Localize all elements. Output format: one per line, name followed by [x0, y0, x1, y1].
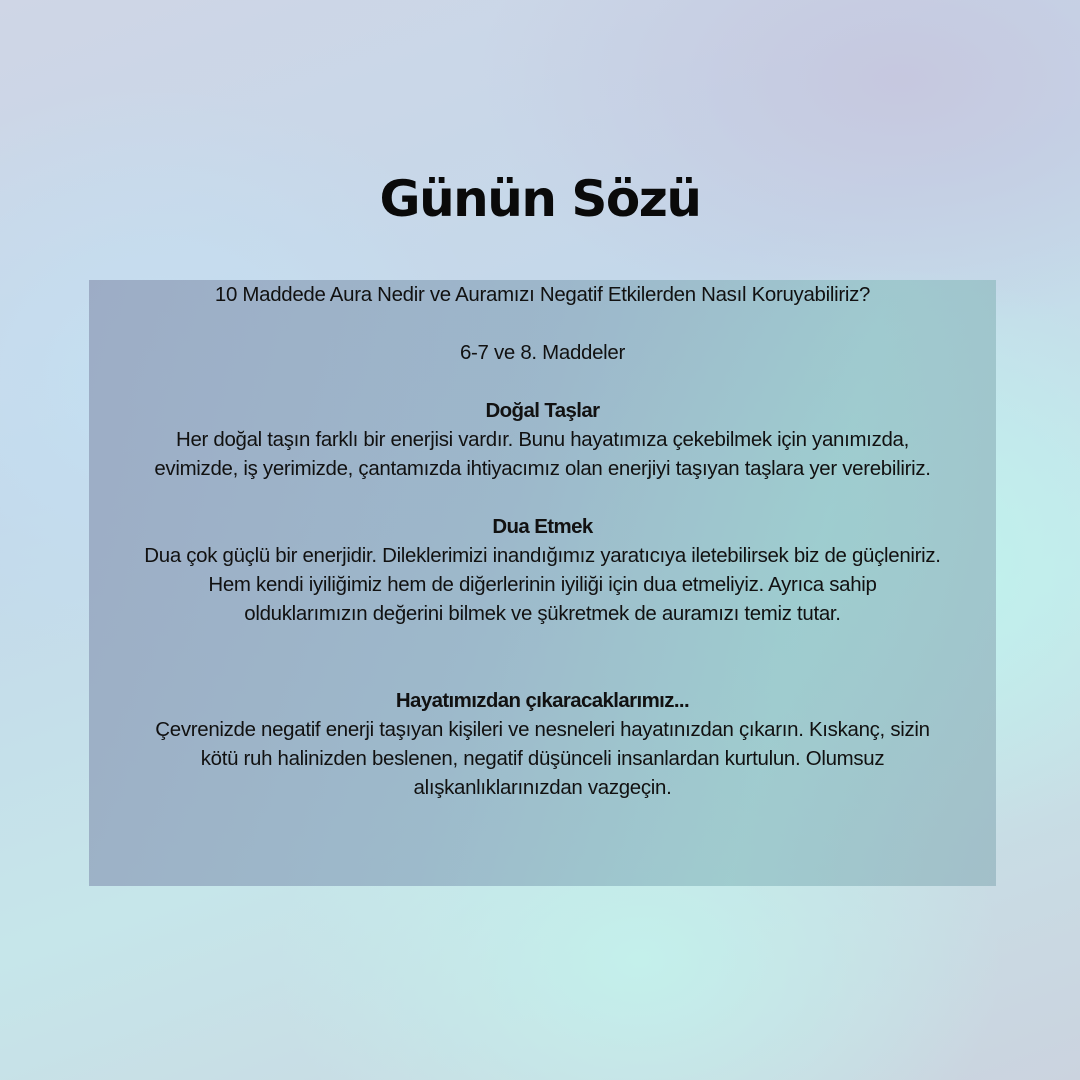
page-title: Günün Sözü — [379, 170, 701, 228]
section-text-line: evimizde, iş yerimizde, çantamızda ihtiyacımız olan enerjiyi taşıyan taşlara yer verebiliriz. — [154, 457, 931, 480]
section-text-line: Hem kendi iyiliğimiz hem de diğerlerinin iyiliği için dua etmeliyiz. Ayrıca sahip — [208, 573, 877, 596]
section-heading-hayatimizdan: Hayatımızdan çıkaracaklarımız... — [395, 689, 690, 712]
section-text-line: Dua çok güçlü bir enerjidir. Dileklerimizi inandığımız yaratıcıya iletebilirsek biz de güçleniriz. — [144, 544, 941, 567]
subtitle-text: 6-7 ve 8. Maddeler — [459, 341, 625, 364]
section-heading-dua-etmek: Dua Etmek — [492, 515, 593, 538]
section-heading-dogal-taslar: Doğal Taşlar — [485, 399, 600, 422]
section-text-line: kötü ruh halinizden beslenen, negatif düşünceli insanlardan kurtulun. Olumsuz — [200, 747, 885, 770]
section-text-line: Her doğal taşın farklı bir enerjisi vardır. Bunu hayatımıza çekebilmek için yanımızda, — [176, 428, 909, 451]
section-text-line: alışkanlıklarınızdan vazgeçin. — [413, 776, 672, 799]
section-text-line: Çevrenizde negatif enerji taşıyan kişileri ve nesneleri hayatınızdan çıkarın. Kıskanç, sizin — [155, 718, 930, 741]
section-text-line: olduklarımızın değerini bilmek ve şükretmek de auramızı temiz tutar. — [244, 602, 841, 625]
intro-text: 10 Maddede Aura Nedir ve Auramızı Negatif Etkilerden Nasıl Koruyabiliriz? — [214, 283, 871, 306]
content-panel — [89, 280, 996, 886]
